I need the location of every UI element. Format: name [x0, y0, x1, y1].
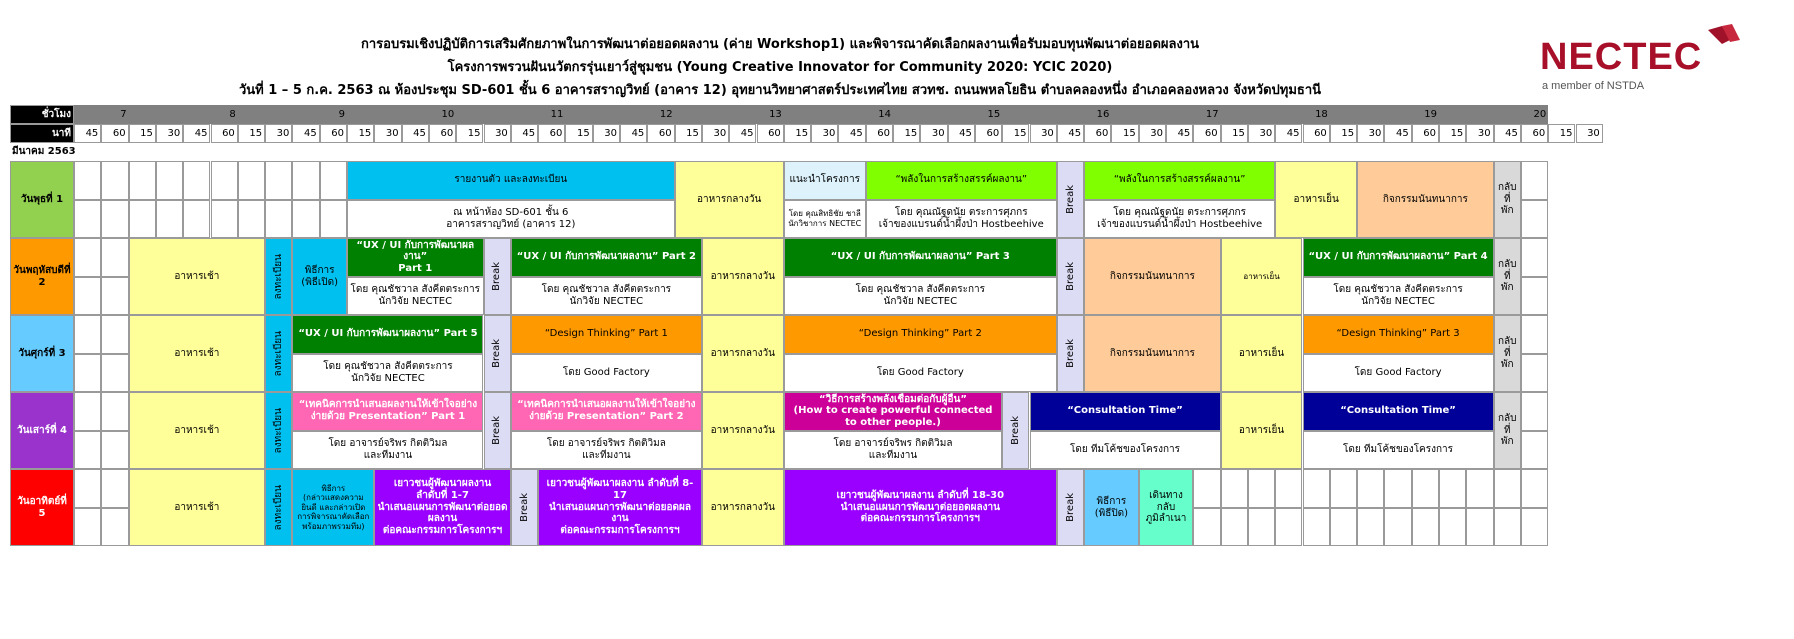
empty-slot: [1412, 508, 1439, 547]
minute-cell: 60: [1412, 124, 1439, 143]
hour-number: 17: [1205, 108, 1219, 120]
minute-cell: 15: [565, 124, 592, 143]
day-label: วันอาทิตย์ที่ 5: [10, 469, 74, 546]
event-block: อาหารกลางวัน: [675, 161, 784, 238]
event-block: เดินทางกลับ ภูมิลำเนา: [1139, 469, 1194, 546]
minute-cell: 15: [238, 124, 265, 143]
minute-cell: 45: [183, 124, 210, 143]
empty-slot: [101, 354, 128, 393]
empty-slot: [156, 200, 183, 239]
minute-cell: 15: [1221, 124, 1248, 143]
event-block: “UX / UI กับการพัฒนาผลงาน” Part 5: [292, 315, 483, 354]
logo-text: NECTEC: [1540, 36, 1703, 78]
event-block: อาหารกลางวัน: [702, 315, 784, 392]
event-label: Break: [1009, 416, 1021, 445]
minute-cell: 15: [1111, 124, 1138, 143]
minute-cell: 60: [866, 124, 893, 143]
minute-cell: 45: [1494, 124, 1521, 143]
empty-slot: [1466, 469, 1493, 508]
empty-slot: [74, 431, 101, 470]
event-block: โดย คุณชัชวาล สังคีตตระการ นักวิจัย NECTEC: [292, 354, 483, 393]
event-block: กิจกรรมนันทนาการ: [1084, 238, 1221, 315]
event-block: “UX / UI กับการพัฒนาผลงาน” Part 2: [511, 238, 702, 277]
minute-cell: 15: [784, 124, 811, 143]
empty-slot: [265, 200, 292, 239]
event-block: แนะนำโครงการ: [784, 161, 866, 200]
event-block: โดย Good Factory: [511, 354, 702, 393]
title-line-2: โครงการพรวนฝันนวัตกรรุ่นเยาว์สู่ชุมชน (Young Creative Innovator for Community 2020: YCIC 2020): [447, 60, 1113, 75]
event-block: โดย Good Factory: [1303, 354, 1494, 393]
event-block: ณ หน้าห้อง SD-601 ชั้น 6 อาคารสราญวิทย์ (อาคาร 12): [347, 200, 675, 239]
minute-cell: 45: [292, 124, 319, 143]
hour-number: 18: [1315, 108, 1328, 120]
event-block: กิจกรรมนันทนาการ: [1084, 315, 1221, 392]
hour-number: 9: [338, 108, 345, 120]
event-block: โดย คุณชัชวาล สังคีตตระการ นักวิจัย NECTEC: [1303, 277, 1494, 316]
event-label: ลงทะเบียน: [272, 407, 284, 454]
event-block: โดย ทีมโค้ชของโครงการ: [1030, 431, 1221, 470]
event-block: อาหารกลางวัน: [702, 238, 784, 315]
event-block: โดย ทีมโค้ชของโครงการ: [1303, 431, 1494, 470]
minute-cell: 60: [647, 124, 674, 143]
empty-slot: [1330, 469, 1357, 508]
empty-slot: [211, 161, 238, 200]
empty-slot: [74, 354, 101, 393]
event-block: อาหารเย็น: [1221, 315, 1303, 392]
event-block: พิธีการ (พิธีเปิด): [292, 238, 347, 315]
empty-slot: [101, 392, 128, 431]
minute-cell: 30: [265, 124, 292, 143]
event-block: [484, 392, 511, 469]
hour-number: 10: [441, 108, 455, 120]
minute-cell: 45: [729, 124, 756, 143]
empty-slot: [1275, 508, 1302, 547]
empty-slot: [1303, 508, 1330, 547]
event-block: กลับ ที่ พัก: [1494, 161, 1521, 238]
event-block: “UX / UI กับการพัฒนาผลงาน” Part 4: [1303, 238, 1494, 277]
empty-slot: [1521, 238, 1548, 277]
empty-slot: [1275, 469, 1302, 508]
event-block: กลับ ที่ พัก: [1494, 392, 1521, 469]
minute-cell: 60: [101, 124, 128, 143]
empty-slot: [74, 277, 101, 316]
event-block: อาหารเช้า: [129, 315, 266, 392]
event-block: [484, 238, 511, 315]
event-block: โดย อาจารย์จริพร กิตติวิมล และทีมงาน: [784, 431, 1002, 470]
empty-slot: [1357, 469, 1384, 508]
event-block: “พลังในการสร้างสรรค์ผลงาน”: [1084, 161, 1275, 200]
empty-slot: [320, 200, 347, 239]
empty-slot: [1521, 354, 1548, 393]
minute-cell: 45: [838, 124, 865, 143]
event-block: โดย คุณณัฐดนัย ตระการศุภกร เจ้าของแบรนด์น้ำผึ้งป่า Hostbeehive: [1084, 200, 1275, 239]
event-block: [265, 238, 292, 315]
minute-cell: 60: [1521, 124, 1548, 143]
event-block: กลับ ที่ พัก: [1494, 238, 1521, 315]
empty-slot: [1248, 469, 1275, 508]
minute-cell: 30: [1248, 124, 1275, 143]
empty-slot: [1439, 469, 1466, 508]
empty-slot: [238, 200, 265, 239]
minute-cell: 45: [1166, 124, 1193, 143]
empty-slot: [1221, 469, 1248, 508]
event-block: เยาวชนผู้พัฒนาผลงาน ลำดับที่ 1-7 นำเสนอแผนการพัฒนาต่อยอดผลงาน ต่อคณะกรรมการโครงการฯ: [374, 469, 511, 546]
minute-cell: 45: [511, 124, 538, 143]
event-block: [1057, 238, 1084, 315]
empty-slot: [101, 315, 128, 354]
event-block: โดย คุณชัชวาล สังคีตตระการ นักวิจัย NECTEC: [511, 277, 702, 316]
minute-cell: 15: [893, 124, 920, 143]
event-block: “Consultation Time”: [1303, 392, 1494, 431]
empty-slot: [1357, 508, 1384, 547]
minute-cell: 30: [1576, 124, 1603, 143]
empty-slot: [74, 315, 101, 354]
event-block: “UX / UI กับการพัฒนาผลงาน” Part 1: [347, 238, 484, 277]
event-label: Break: [1064, 185, 1076, 214]
event-label: Break: [1064, 493, 1076, 522]
empty-slot: [1193, 469, 1220, 508]
minute-cell: 30: [1466, 124, 1493, 143]
event-block: “เทคนิคการนำเสนอผลงานให้เข้าใจอย่างง่ายด้วย Presentation” Part 2: [511, 392, 702, 431]
event-block: อาหารเย็น: [1221, 392, 1303, 469]
empty-slot: [1521, 431, 1548, 470]
event-block: [1002, 392, 1029, 469]
hour-number: 13: [769, 108, 782, 120]
hour-number: 20: [1533, 108, 1547, 120]
hour-label: ชั่วโมง: [10, 105, 74, 124]
event-block: [1057, 161, 1084, 238]
event-label: Break: [491, 262, 503, 291]
event-block: โดย อาจารย์จริพร กิตติวิมล และทีมงาน: [511, 431, 702, 470]
event-block: อาหารเช้า: [129, 392, 266, 469]
minute-cell: 15: [1548, 124, 1575, 143]
event-block: “เทคนิคการนำเสนอผลงานให้เข้าใจอย่างง่ายด้วย Presentation” Part 1: [292, 392, 483, 431]
minute-cell: 15: [129, 124, 156, 143]
event-block: [1057, 469, 1084, 546]
empty-slot: [101, 469, 128, 508]
empty-slot: [101, 200, 128, 239]
minute-cell: 45: [948, 124, 975, 143]
empty-slot: [1466, 508, 1493, 547]
empty-slot: [101, 508, 128, 547]
empty-slot: [1384, 508, 1411, 547]
empty-slot: [74, 238, 101, 277]
hour-number: 14: [878, 108, 891, 120]
minute-label: นาที: [10, 124, 74, 143]
day-label: วันพุธที่ 1: [10, 161, 74, 238]
empty-slot: [156, 161, 183, 200]
empty-slot: [183, 161, 210, 200]
empty-slot: [1439, 508, 1466, 547]
event-block: พิธีการ (กล่าวแสดงความยินดี และกล่าวเปิดการพิจารณาคัดเลือกพร้อมภาพรวมทีม): [292, 469, 374, 546]
day-label: วันเสาร์ที่ 4: [10, 392, 74, 469]
empty-slot: [129, 200, 156, 239]
event-label: ลงทะเบียน: [272, 484, 284, 531]
minute-cell: 45: [620, 124, 647, 143]
hour-number: 11: [550, 108, 564, 120]
minute-cell: 60: [429, 124, 456, 143]
empty-slot: [129, 161, 156, 200]
event-block: อาหารกลางวัน: [702, 392, 784, 469]
minute-cell: 60: [320, 124, 347, 143]
event-block: อาหารกลางวัน: [702, 469, 784, 546]
event-block: อาหารเย็น: [1275, 161, 1357, 238]
minute-cell: 30: [1139, 124, 1166, 143]
event-block: โดย Good Factory: [784, 354, 1057, 393]
minute-cell: 30: [156, 124, 183, 143]
event-block: [265, 392, 292, 469]
event-block: [484, 315, 511, 392]
minute-cell: 15: [675, 124, 702, 143]
event-block: “Consultation Time”: [1030, 392, 1221, 431]
empty-slot: [1303, 469, 1330, 508]
minute-cell: 60: [975, 124, 1002, 143]
minute-cell: 30: [811, 124, 838, 143]
minute-cell: 30: [920, 124, 947, 143]
empty-slot: [101, 161, 128, 200]
event-block: อาหารเช้า: [129, 238, 266, 315]
minute-cell: 60: [1193, 124, 1220, 143]
event-block: โดย คุณชัชวาล สังคีตตระการ นักวิจัย NECTEC: [784, 277, 1057, 316]
title-line-3: วันที่ 1 – 5 ก.ค. 2563 ณ ห้องประชุม SD-601 ชั้น 6 อาคารสราญวิทย์ (อาคาร 12) อุทยานวิทยาศาสตร์ประเทศไทย สวทช. ถนนพหลโยธิน ตำบลคลองหนึ่ง อำเภอคลองหลวง จังหวัดปทุมธานี: [238, 83, 1322, 98]
event-block: โดย คุณชัชวาล สังคีตตระการ นักวิจัย NECTEC: [347, 277, 484, 316]
title-line-1: การอบรมเชิงปฏิบัติการเสริมศักยภาพในการพัฒนาต่อยอดผลงาน (ค่าย Workshop1) และพิจารณาคัดเลือกผลงานเพื่อรับมอบทุนพัฒนาต่อยอดผลงาน: [360, 37, 1200, 52]
event-block: กิจกรรมนันทนาการ: [1357, 161, 1494, 238]
month-label: มีนาคม 2563: [12, 146, 76, 158]
event-block: “Design Thinking” Part 2: [784, 315, 1057, 354]
event-label: Break: [518, 493, 530, 522]
event-block: [1057, 315, 1084, 392]
empty-slot: [74, 161, 101, 200]
empty-slot: [1521, 315, 1548, 354]
minute-cell: 45: [402, 124, 429, 143]
empty-slot: [74, 200, 101, 239]
event-block: อาหารเช้า: [129, 469, 266, 546]
minute-cell: 30: [374, 124, 401, 143]
event-block: เยาวชนผู้พัฒนาผลงาน ลำดับที่ 18-30 นำเสนอแผนการพัฒนาต่อยอดผลงาน ต่อคณะกรรมการโครงการฯ: [784, 469, 1057, 546]
minute-cell: 45: [1384, 124, 1411, 143]
hour-number: 8: [229, 108, 236, 120]
empty-slot: [1521, 200, 1548, 239]
empty-slot: [1221, 508, 1248, 547]
hour-number: 19: [1424, 108, 1437, 120]
empty-slot: [1494, 508, 1521, 547]
empty-slot: [1521, 508, 1548, 547]
event-label: ลงทะเบียน: [272, 253, 284, 300]
minute-cell: 60: [1303, 124, 1330, 143]
minute-cell: 60: [538, 124, 565, 143]
minute-cell: 45: [1275, 124, 1302, 143]
hour-number: 12: [659, 108, 673, 120]
empty-slot: [183, 200, 210, 239]
event-block: “Design Thinking” Part 1: [511, 315, 702, 354]
minute-cell: 60: [1084, 124, 1111, 143]
empty-slot: [101, 277, 128, 316]
empty-slot: [292, 200, 319, 239]
event-block: โดย อาจารย์จริพร กิตติวิมล และทีมงาน: [292, 431, 483, 470]
day-label: วันพฤหัสบดีที่ 2: [10, 238, 74, 315]
minute-cell: 15: [1439, 124, 1466, 143]
empty-slot: [292, 161, 319, 200]
event-block: “Design Thinking” Part 3: [1303, 315, 1494, 354]
empty-slot: [1521, 277, 1548, 316]
empty-slot: [1384, 469, 1411, 508]
empty-slot: [74, 508, 101, 547]
empty-slot: [1494, 469, 1521, 508]
empty-slot: [320, 161, 347, 200]
minute-cell: 15: [1002, 124, 1029, 143]
minute-cell: 30: [484, 124, 511, 143]
hour-number: 7: [120, 108, 127, 120]
minute-cell: 30: [702, 124, 729, 143]
hour-number: 16: [1096, 108, 1110, 120]
minute-cell: 45: [74, 124, 101, 143]
minute-cell: 15: [347, 124, 374, 143]
empty-slot: [1412, 469, 1439, 508]
event-block: โดย คุณสิทธิชัย ชาลี นักวิชาการ NECTEC: [784, 200, 866, 239]
event-block: พิธีการ (พิธีปิด): [1084, 469, 1139, 546]
event-label: ลงทะเบียน: [272, 330, 284, 377]
event-label: Break: [491, 416, 503, 445]
event-block: “วิธีการสร้างพลังเชื่อมต่อกับผู้อื่น” (How to create powerful connected to other people.): [784, 392, 1002, 431]
minute-cell: 30: [1030, 124, 1057, 143]
event-block: [511, 469, 538, 546]
event-block: “พลังในการสร้างสรรค์ผลงาน”: [866, 161, 1057, 200]
minute-cell: 60: [211, 124, 238, 143]
event-label: Break: [1064, 339, 1076, 368]
empty-slot: [238, 161, 265, 200]
event-block: เยาวชนผู้พัฒนาผลงาน ลำดับที่ 8-17 นำเสนอแผนการพัฒนาต่อยอดผลงาน ต่อคณะกรรมการโครงการฯ: [538, 469, 702, 546]
empty-slot: [1193, 508, 1220, 547]
event-block: [265, 469, 292, 546]
empty-slot: [101, 238, 128, 277]
empty-slot: [1248, 508, 1275, 547]
event-label: Break: [1064, 262, 1076, 291]
empty-slot: [74, 469, 101, 508]
empty-slot: [1521, 469, 1548, 508]
minute-cell: 45: [1057, 124, 1084, 143]
empty-slot: [1330, 508, 1357, 547]
event-block: อาหารเย็น: [1221, 238, 1303, 315]
event-block: รายงานตัว และลงทะเบียน: [347, 161, 675, 200]
empty-slot: [101, 431, 128, 470]
event-label: Break: [491, 339, 503, 368]
minute-cell: 30: [1357, 124, 1384, 143]
logo-subtitle: a member of NSTDA: [1542, 80, 1645, 92]
minute-cell: 60: [757, 124, 784, 143]
hour-number: 15: [987, 108, 1001, 120]
event-block: โดย คุณณัฐดนัย ตระการศุภกร เจ้าของแบรนด์น้ำผึ้งป่า Hostbeehive: [866, 200, 1057, 239]
minute-cell: 15: [456, 124, 483, 143]
empty-slot: [1521, 392, 1548, 431]
empty-slot: [211, 200, 238, 239]
event-block: [265, 315, 292, 392]
minute-cell: 15: [1330, 124, 1357, 143]
empty-slot: [1521, 161, 1548, 200]
event-block: กลับ ที่ พัก: [1494, 315, 1521, 392]
event-block: “UX / UI กับการพัฒนาผลงาน” Part 3: [784, 238, 1057, 277]
minute-cell: 30: [593, 124, 620, 143]
day-label: วันศุกร์ที่ 3: [10, 315, 74, 392]
empty-slot: [265, 161, 292, 200]
empty-slot: [74, 392, 101, 431]
